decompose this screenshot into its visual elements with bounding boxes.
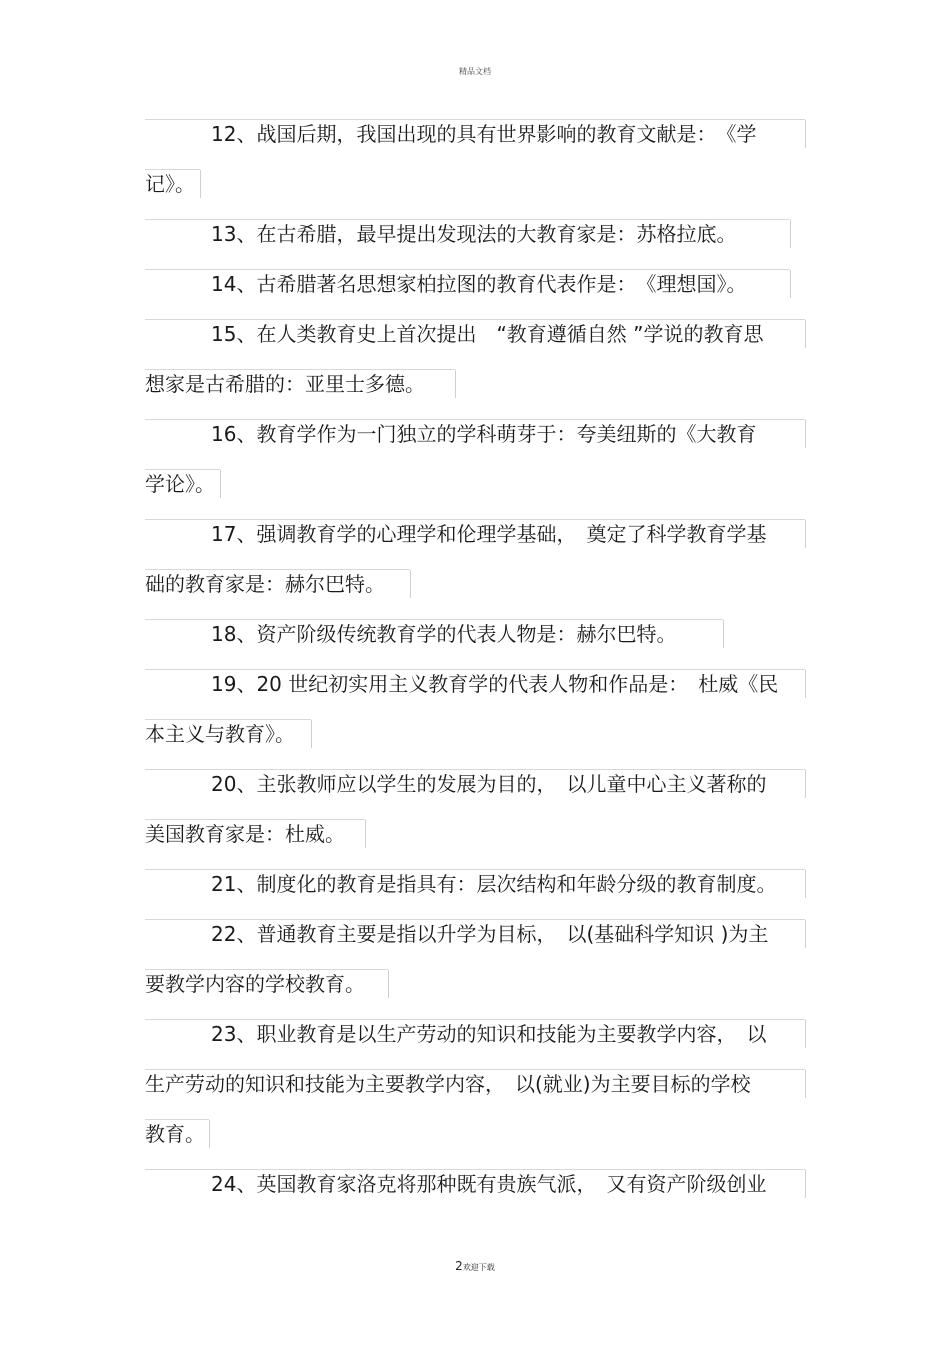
line-text: 20、主张教师应以学生的发展为目的， 以儿童中心主义著称的 xyxy=(211,772,767,796)
text-line xyxy=(145,167,202,217)
line-end-marker xyxy=(805,670,806,698)
line-text: 教育。 xyxy=(145,1122,205,1146)
page-header: 精品文档 xyxy=(459,67,491,76)
line-text: 14、古希腊著名思想家柏拉图的教育代表作是： 《理想国》。 xyxy=(211,272,747,296)
line-end-marker xyxy=(455,370,456,398)
line-text: 记》。 xyxy=(145,172,195,196)
text-line xyxy=(145,1167,807,1217)
line-end-marker xyxy=(805,770,806,798)
line-text: 想家是古希腊的：亚里士多德。 xyxy=(145,372,425,396)
line-end-marker xyxy=(410,570,411,598)
line-end-marker xyxy=(220,470,221,498)
text-line xyxy=(145,1067,807,1117)
line-text: 19、20 世纪初实用主义教育学的代表人物和作品是： 杜威《民 xyxy=(211,672,779,696)
line-end-marker xyxy=(805,1170,806,1198)
line-text: 22、普通教育主要是指以升学为目标， 以(基础科学知识 )为主 xyxy=(211,922,769,946)
line-end-marker xyxy=(790,270,791,298)
line-text: 本主义与教育》。 xyxy=(145,722,295,746)
line-text: 12、战国后期，我国出现的具有世界影响的教育文献是： 《学 xyxy=(211,122,757,146)
line-text: 17、强调教育学的心理学和伦理学基础， 奠定了科学教育学基 xyxy=(211,522,767,546)
line-text: 16、教育学作为一门独立的学科萌芽于：夸美纽斯的《大教育 xyxy=(211,422,757,446)
line-text: 础的教育家是：赫尔巴特。 xyxy=(145,572,385,596)
line-end-marker xyxy=(365,820,366,848)
line-end-marker xyxy=(311,720,312,748)
line-end-marker xyxy=(805,320,806,348)
line-text: 18、资产阶级传统教育学的代表人物是：赫尔巴特。 xyxy=(211,622,677,646)
page-number: 2 xyxy=(455,1259,463,1273)
page-footer xyxy=(0,1259,950,1273)
text-line xyxy=(145,1117,211,1167)
line-text: 23、职业教育是以生产劳动的知识和技能为主要教学内容， 以 xyxy=(211,1022,767,1046)
line-text: 学论》。 xyxy=(145,472,215,496)
line-end-marker xyxy=(805,870,806,898)
line-end-marker xyxy=(805,1020,806,1048)
line-text: 15、在人类教育史上首次提出 “教育遵循自然 ”学说的教育思 xyxy=(211,322,764,346)
text-line xyxy=(145,117,807,167)
line-end-marker xyxy=(790,220,791,248)
line-end-marker xyxy=(805,1070,806,1098)
line-end-marker xyxy=(200,170,201,198)
line-end-marker xyxy=(805,420,806,448)
line-text: 24、英国教育家洛克将那种既有贵族气派， 又有资产阶级创业 xyxy=(211,1172,767,1196)
line-end-marker xyxy=(209,1120,210,1148)
line-end-marker xyxy=(723,620,724,648)
line-end-marker xyxy=(805,520,806,548)
line-end-marker xyxy=(388,970,389,998)
line-text: 21、制度化的教育是指具有：层次结构和年龄分级的教育制度。 xyxy=(211,872,777,896)
line-text: 美国教育家是：杜威。 xyxy=(145,822,345,846)
line-text: 生产劳动的知识和技能为主要教学内容， 以(就业)为主要目标的学校 xyxy=(145,1072,751,1096)
text-line xyxy=(145,417,807,467)
line-end-marker xyxy=(805,120,806,148)
line-text: 13、在古希腊，最早提出发现法的大教育家是：苏格拉底。 xyxy=(211,222,737,246)
line-end-marker xyxy=(805,920,806,948)
footer-text: 欢迎下载 xyxy=(462,1263,495,1272)
line-text: 要教学内容的学校教育。 xyxy=(145,972,365,996)
